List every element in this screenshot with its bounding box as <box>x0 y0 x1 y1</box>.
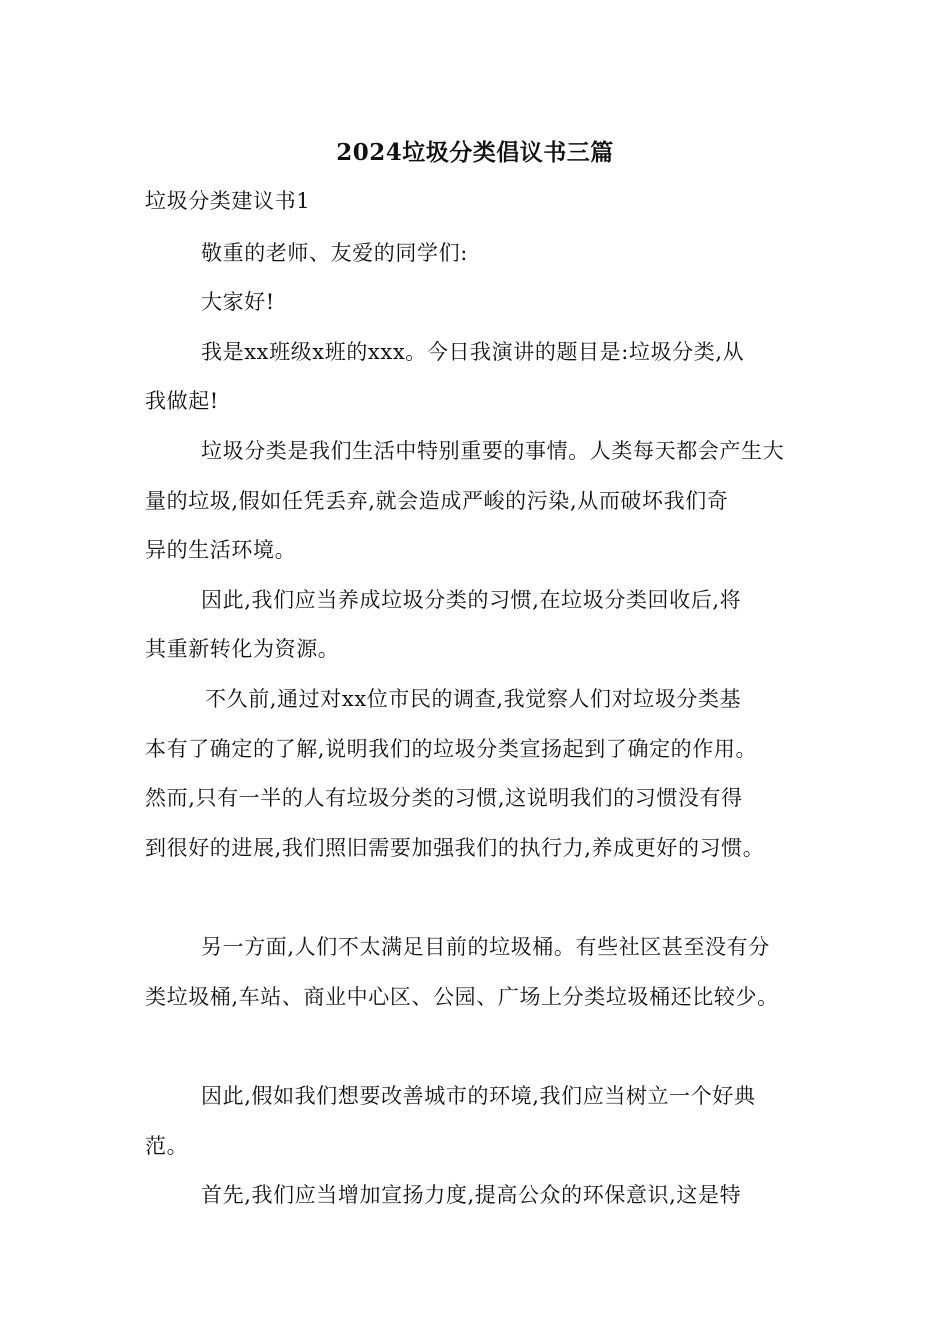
paragraph-line: 到很好的进展,我们照旧需要加强我们的执行力,养成更好的习惯。 <box>145 836 765 860</box>
paragraph-line: 量的垃圾,假如任凭丢弃,就会造成严峻的污染,从而破坏我们奇 <box>145 489 729 513</box>
paragraph-line: 范。 <box>145 1134 189 1158</box>
paragraph-line: 因此,我们应当养成垃圾分类的习惯,在垃圾分类回收后,将 <box>201 588 742 612</box>
document-title: 2024垃圾分类倡议书三篇 <box>336 139 614 166</box>
paragraph-line: 另一方面,人们不太满足目前的垃圾桶。有些社区甚至没有分 <box>201 935 770 959</box>
paragraph-line: 其重新转化为资源。 <box>145 637 340 661</box>
paragraph-line: 垃圾分类是我们生活中特别重要的事情。人类每天都会产生大 <box>201 439 785 463</box>
paragraph-line: 我是xx班级x班的xxx。今日我演讲的题目是:垃圾分类,从 <box>201 340 745 364</box>
paragraph-line: 异的生活环境。 <box>145 538 297 562</box>
paragraph-line: 我做起! <box>145 389 219 413</box>
paragraph-line: 不久前,通过对xx位市民的调查,我觉察人们对垃圾分类基 <box>205 687 742 711</box>
salutation: 敬重的老师、友爱的同学们: <box>201 241 468 265</box>
paragraph-line: 本有了确定的了解,说明我们的垃圾分类宣扬起到了确定的作用。 <box>145 737 758 761</box>
paragraph-line: 首先,我们应当增加宣扬力度,提高公众的环保意识,这是特 <box>201 1183 742 1207</box>
paragraph-line: 然而,只有一半的人有垃圾分类的习惯,这说明我们的习惯没有得 <box>145 786 743 810</box>
paragraph-line: 类垃圾桶,车站、商业中心区、公园、广场上分类垃圾桶还比较少。 <box>145 985 779 1009</box>
paragraph-line: 因此,假如我们想要改善城市的环境,我们应当树立一个好典 <box>201 1084 756 1108</box>
section-heading: 垃圾分类建议书1 <box>145 189 311 213</box>
greeting: 大家好! <box>201 290 275 314</box>
